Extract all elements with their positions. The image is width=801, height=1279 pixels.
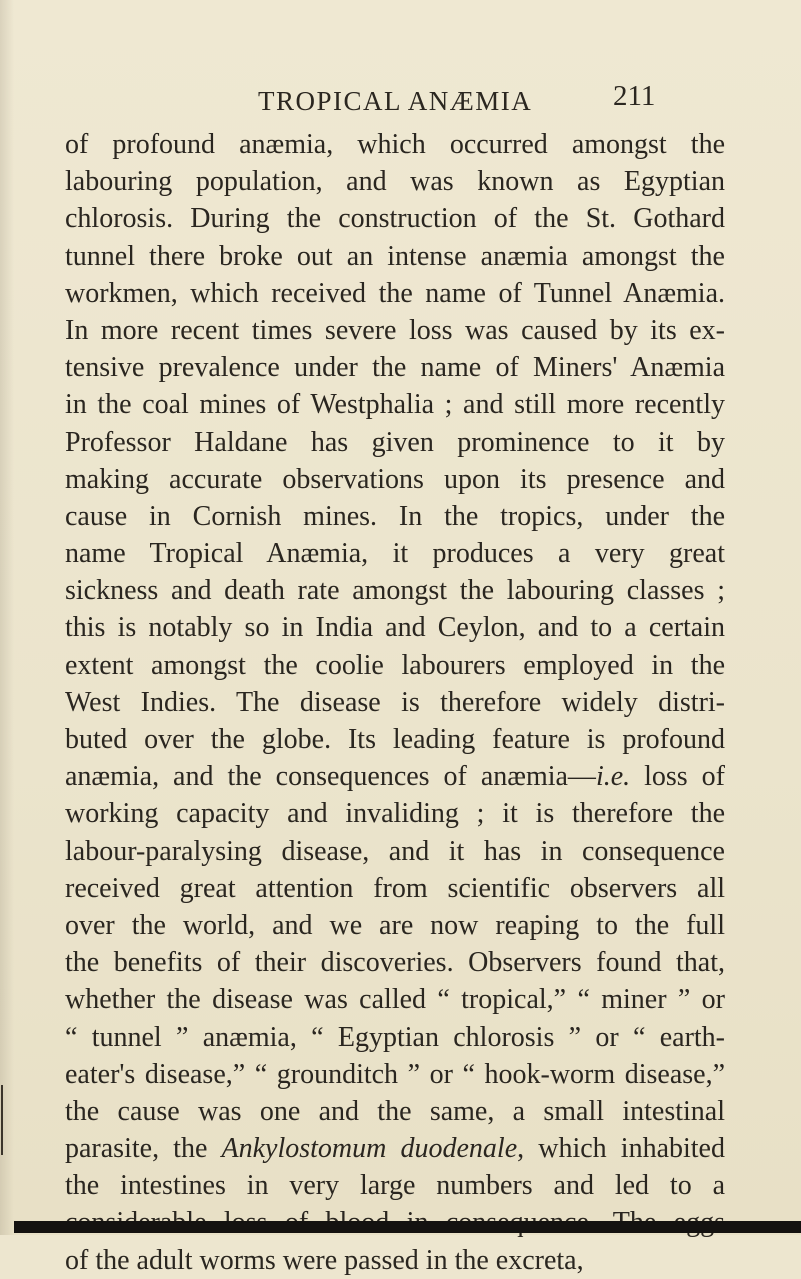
text-line: received great attention from scientific observers all (65, 872, 725, 904)
text-line: over the world, and we are now reaping to the full (65, 909, 725, 941)
italic-term: i.e. (595, 761, 631, 793)
text-fragment: loss of (630, 761, 725, 793)
text-fragment: anæmia, and the consequences of anæmia— (65, 761, 596, 793)
page-number: 211 (613, 80, 656, 112)
gutter-shadow (0, 0, 14, 1235)
text-line: of the adult worms were passed in the excreta, (65, 1244, 584, 1276)
text-line: West Indies. The disease is therefore widely distri- (65, 686, 725, 718)
text-line: labour-paralysing disease, and it has in consequence (65, 835, 725, 867)
binding-mark (1, 1085, 3, 1155)
text-line: tensive prevalence under the name of Miners' Anæmia (65, 352, 725, 384)
bottom-edge-rule (14, 1221, 801, 1233)
text-line: the cause was one and the same, a small intestinal (65, 1095, 725, 1127)
text-line: Professor Haldane has given prominence to it by (65, 426, 725, 458)
running-head (0, 80, 801, 126)
text-line: the intestines in very large numbers and led to a (65, 1170, 725, 1202)
italic-term: Ankylostomum duodenale (221, 1133, 518, 1165)
text-line: the benefits of their discoveries. Observers found that, (65, 947, 725, 979)
text-line: In more recent times severe loss was caused by its ex- (65, 314, 725, 346)
text-line: cause in Cornish mines. In the tropics, under the (65, 500, 725, 532)
text-line (65, 1130, 725, 1167)
text-line: of profound anæmia, which occurred amongst the (65, 129, 725, 160)
text-line: making accurate observations upon its presence and (65, 463, 725, 495)
body-text (65, 126, 725, 1279)
text-line: chlorosis. During the construction of the St. Gothard (65, 203, 725, 235)
text-fragment: parasite, the (65, 1133, 222, 1165)
text-line: name Tropical Anæmia, it produces a very great (65, 538, 725, 570)
text-line: buted over the globe. Its leading feature is profound (65, 724, 725, 755)
text-line: labouring population, and was known as Egyptian (65, 166, 725, 198)
running-head-title: TROPICAL ANÆMIA (258, 86, 533, 116)
text-line: eater's disease,” “ grounditch ” or “ hook-worm disease,” (65, 1058, 725, 1090)
text-line: sickness and death rate amongst the labouring classes ; (65, 575, 725, 607)
text-line: extent amongst the coolie labourers employed in the (65, 649, 725, 681)
text-line: this is notably so in India and Ceylon, and to a certain (65, 612, 725, 644)
text-line: in the coal mines of Westphalia ; and still more recently (65, 389, 725, 421)
text-line: working capacity and invaliding ; it is therefore the (65, 798, 725, 830)
text-line: “ tunnel ” anæmia, “ Egyptian chlorosis ” or “ earth- (65, 1021, 725, 1053)
text-line: workmen, which received the name of Tunnel Anæmia. (65, 277, 725, 309)
text-fragment: , which inhabited (517, 1133, 725, 1165)
text-line: whether the disease was called “ tropical,” “ miner ” or (65, 984, 725, 1016)
text-line: tunnel there broke out an intense anæmia amongst the (65, 240, 725, 272)
text-line (65, 758, 725, 795)
